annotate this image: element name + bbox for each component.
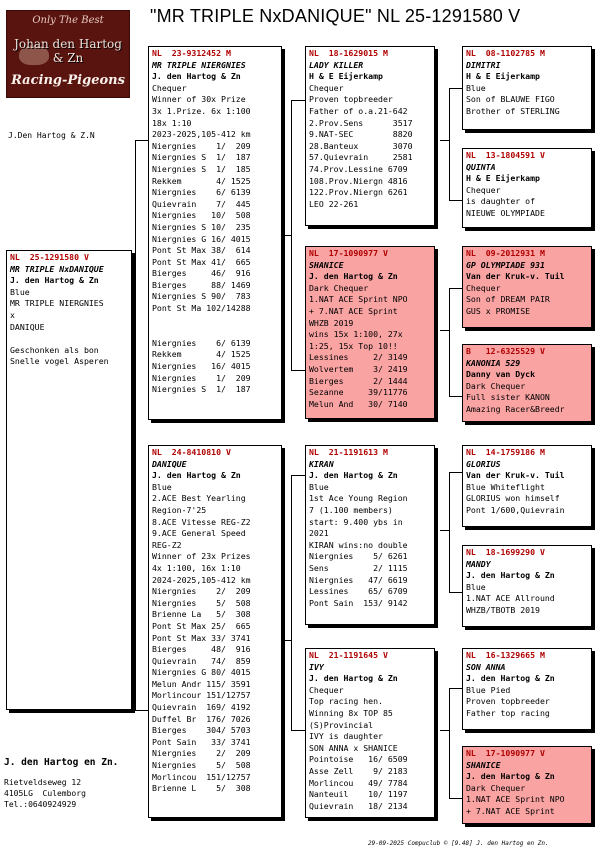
pigeon-info-line: 7 (1.100 members) [309, 504, 393, 515]
sire-dam-card [305, 246, 435, 419]
pigeon-info-line [152, 315, 278, 327]
ring-number: NL 17-1090977 V [466, 748, 545, 758]
pigeon-info-line: Pont St Ma 102/14288 [152, 303, 251, 314]
pigeon-info-line: (S)Provincial [309, 719, 374, 730]
pigeon-info-line [152, 326, 278, 338]
pigeon-name: GP OLYMPIADE 931 [466, 259, 545, 270]
pigeon-name: DANIQUE [152, 458, 187, 469]
pigeon-info-line: Nanteuil 10/ 1197 [309, 789, 408, 800]
pigeon-info-line: GLORIUS won himself [466, 493, 560, 504]
sire-sire-sire-card [462, 46, 592, 130]
pigeon-info-line: DANIQUE [10, 321, 45, 332]
pigeon-info-line: Duffel Br 176/ 7026 [152, 713, 251, 724]
pigeon-info-line: 2024-2025,105-412 km [152, 574, 251, 585]
pigeon-info-line: Snelle vogel Asperen [10, 356, 109, 367]
ring-number: NL 09-2012931 M [466, 248, 545, 258]
ring-number: NL 21-1191645 V [309, 650, 388, 660]
ring-number: NL 25-1291580 V [10, 252, 89, 262]
pigeon-name: SHANICE [309, 259, 344, 270]
pigeon-info-line: Son of DREAM PAIR [466, 294, 550, 305]
pigeon-info-line: Niergnies 2/ 209 [152, 748, 251, 759]
connector-line [440, 330, 450, 331]
connector-line [440, 730, 450, 731]
connector-line [449, 288, 462, 289]
pigeon-info-line: Top racing hen. [309, 696, 383, 707]
owner-label: J.Den Hartog & Z.N [8, 131, 95, 140]
pigeon-info-line: IVY is daughter [309, 731, 383, 742]
pigeon-info-line: Danny van Dyck [466, 369, 536, 380]
pigeon-info-line: Melun Andr 115/ 3591 [152, 678, 251, 689]
pigeon-name: QUINTA [466, 161, 496, 172]
dam-card [148, 445, 282, 818]
pigeon-info-line: LEO 22-261 [309, 198, 359, 209]
pigeon-info-line: J. den Hartog & Zn [10, 275, 99, 286]
pigeon-info-line: Pont St Max 38/ 614 [152, 245, 251, 256]
pigeon-info-line: J. den Hartog & Zn [309, 673, 398, 684]
pigeon-info-line: Blue [309, 481, 329, 492]
pigeon-info-line: Niergnies S 10/ 235 [152, 221, 251, 232]
pigeon-name: DIMITRI [466, 59, 501, 70]
footer-address: Rietveldseweg 12 4105LG Culemborg Tel.:0640924929 [4, 778, 86, 809]
ring-number: NL 21-1191613 M [309, 447, 388, 457]
pigeon-info-line: Morlincour 151/12757 [152, 690, 251, 701]
pigeon-info-line: Wolvertem 3/ 2419 [309, 363, 408, 374]
pigeon-info-line: Full sister KANON [466, 392, 550, 403]
pigeon-info-line: J. den Hartog & Zn [309, 470, 398, 481]
connector-line [282, 640, 292, 641]
pigeon-info-line: Asse Zell 9/ 2183 [309, 765, 408, 776]
pigeon-info-line: 1.NAT ACE Allround [466, 593, 555, 604]
sire-dam-dam-card [462, 344, 592, 422]
dam-sire-sire-card [462, 445, 592, 527]
pigeon-info-line: Dark Chequer [466, 380, 526, 391]
ring-number: NL 23-9312452 M [152, 48, 231, 58]
pigeon-info-line: KIRAN wins:no double [309, 539, 408, 550]
pigeon-info-line: Brienne La 5/ 308 [152, 609, 251, 620]
connector-line [449, 688, 450, 798]
ring-number: NL 18-1699290 V [466, 547, 545, 557]
pigeon-info-line: 2.Prov.Sens 3517 [309, 117, 413, 128]
connector-line [291, 730, 305, 731]
pigeon-info-line: Lessines 65/ 6709 [309, 586, 408, 597]
pigeon-info-line: Blue [466, 581, 486, 592]
pigeon-info-line: WHZB 2019 [309, 317, 354, 328]
pigeon-info-line: Pont St Max 41/ 665 [152, 256, 251, 267]
pigeon-info-line: Niergnies G 80/ 4015 [152, 667, 251, 678]
pigeon-info-line: Father top racing [466, 707, 550, 718]
pigeon-name: MANDY [466, 558, 491, 569]
pigeon-info-line: Rekkem 4/ 1525 [152, 175, 251, 186]
pigeon-info-line: Pont St Max 33/ 3741 [152, 632, 251, 643]
pigeon-info-line: Chequer [466, 282, 501, 293]
connector-line [449, 88, 450, 200]
ring-number: B 12-6325529 V [466, 346, 545, 356]
connector-line [135, 140, 136, 710]
pigeon-info-line: Quievrain 7/ 445 [152, 198, 251, 209]
pigeon-info-line: MR TRIPLE NIERGNIES [10, 298, 104, 309]
pigeon-info-line: NIEUWE OLYMPIADE [466, 207, 545, 218]
pigeon-info-line: 8.ACE Vitesse REG-Z2 [152, 516, 251, 527]
pigeon-info-line: 4x 1:100, 16x 1:10 [152, 562, 241, 573]
pigeon-info-line: Blue Whiteflight [466, 481, 545, 492]
pigeon-info-line: J. den Hartog & Zn [152, 71, 241, 82]
pigeon-info-line: Blue Pied [466, 684, 511, 695]
pigeon-info-line: Morlincou 151/12757 [152, 771, 251, 782]
pigeon-info-line: Son of BLAUWE FIGO [466, 94, 555, 105]
pigeon-info-line: Blue [152, 481, 172, 492]
pigeon-info-line: Niergnies 10/ 508 [152, 210, 251, 221]
pigeon-info-line: 108.Prov.Niergn 4816 [309, 175, 408, 186]
pigeon-info-line: Pointoise 16/ 6509 [309, 754, 408, 765]
pigeon-info-line: Pont 1/600,Quievrain [466, 504, 565, 515]
pigeon-info-line: Bierges 46/ 916 [152, 268, 251, 279]
pigeon-info-line: Brienne L 5/ 308 [152, 783, 251, 794]
pigeon-info-line: 9.NAT-SEC 8820 [309, 129, 413, 140]
pigeon-name: LADY KILLER [309, 59, 364, 70]
pigeon-info-line: Bierges 2/ 1444 [309, 375, 408, 386]
logo [6, 10, 130, 98]
pigeon-info-line: 1:25, 15x Top 10!! [309, 340, 398, 351]
pigeon-info-line: Niergnies 16/ 4015 [152, 361, 251, 372]
pigeon-info-line: REG-Z2 [152, 539, 182, 550]
pigeon-info-line: Niergnies 47/ 6619 [309, 574, 408, 585]
pigeon-info-line: Pont St Max 25/ 665 [152, 620, 251, 631]
pigeon-name: IVY [309, 661, 324, 672]
pigeon-name: SHANICE [466, 759, 501, 770]
ring-number: NL 18-1629015 M [309, 48, 388, 58]
connector-line [449, 88, 462, 89]
pigeon-info-line: Winning 8x TOP 85 [309, 707, 393, 718]
pigeon-info-line: Melun And 30/ 7140 [309, 398, 408, 409]
pigeon-info-line: wins 15x 1:100, 27x [309, 329, 403, 340]
pigeon-info-line: Niergnies 2/ 209 [152, 586, 251, 597]
pigeon-info-line: Quievrain 18/ 2134 [309, 800, 408, 811]
pigeon-info-line [10, 333, 128, 345]
pigeon-info-line: Chequer [152, 82, 187, 93]
pigeon-info-line: Chequer [309, 684, 344, 695]
pigeon-info-line: Niergnies 6/ 6139 [152, 187, 251, 198]
pigeon-info-line: Pont Sain 153/ 9142 [309, 597, 408, 608]
pigeon-info-line: Niergnies 5/ 6261 [309, 551, 408, 562]
connector-line [449, 288, 450, 396]
dam-dam-dam-card [462, 746, 592, 824]
pigeon-info-line: Niergnies G 16/ 4015 [152, 233, 251, 244]
pigeon-info-line: Bierges 48/ 916 [152, 644, 251, 655]
pigeon-info-line: Quievrain 74/ 859 [152, 655, 251, 666]
pigeon-info-line: Quievrain 169/ 4192 [152, 702, 251, 713]
pigeon-info-line: Blue [10, 286, 30, 297]
dam-sire-dam-card [462, 545, 592, 627]
connector-line [440, 530, 450, 531]
logo-subtitle: Racing-Pigeons [11, 73, 125, 88]
pigeon-info-line: 57.Quievrain 2581 [309, 152, 413, 163]
footer-print-info: 29-09-2025 Compuclub © [9.48] J. den Hartog en Zn. [368, 840, 549, 847]
pigeon-info-line: Van der Kruk-v. Tuil [466, 271, 565, 282]
pigeon-info-line: 1.NAT ACE Sprint NPO [309, 294, 408, 305]
logo-tagline: Only The Best [32, 15, 104, 26]
pigeon-info-line: Winner of 30x Prize [152, 94, 246, 105]
pigeon-info-line: 2021 [309, 528, 329, 539]
ring-number: NL 13-1804591 V [466, 150, 545, 160]
pigeon-info-line: 9.ACE General Speed [152, 528, 246, 539]
pigeon-info-line: Winner of 23x Prizes [152, 551, 251, 562]
pigeon-info-line: J. den Hartog & Zn [152, 470, 241, 481]
connector-line [135, 140, 148, 141]
pigeon-info-line: Geschonken als bon [10, 344, 99, 355]
pigeon-info-line: Niergnies S 1/ 187 [152, 152, 251, 163]
pigeon-info-line: Niergnies S 1/ 185 [152, 163, 251, 174]
pedigree-title: "MR TRIPLE NxDANIQUE" NL 25-1291580 V [150, 6, 521, 26]
connector-line [440, 140, 450, 141]
pigeon-info-line: H & E Eijerkamp [466, 173, 540, 184]
connector-line [291, 475, 292, 730]
pigeon-name: KANONIA 529 [466, 357, 521, 368]
pigeon-info-line: 2023-2025,105-412 km [152, 129, 251, 140]
pigeon-info-line: 74.Prov.Lessine 6709 [309, 163, 408, 174]
pigeon-name: GLORIUS [466, 458, 501, 469]
pigeon-info-line: 18x 1:10 [152, 117, 192, 128]
ring-number: NL 24-8410810 V [152, 447, 231, 457]
ring-number: NL 08-1102785 M [466, 48, 545, 58]
subject-card [6, 250, 132, 710]
pigeon-info-line: Bierges 88/ 1469 [152, 279, 251, 290]
pigeon-info-line: J. den Hartog & Zn [466, 673, 555, 684]
pigeon-info-line: Father of o.a.21-642 [309, 105, 408, 116]
pigeon-info-line: Niergnies 6/ 6139 [152, 337, 251, 348]
pigeon-info-line: Brother of STERLING [466, 105, 560, 116]
dam-sire-card [305, 445, 435, 625]
pigeon-info-line: 28.Banteux 3070 [309, 140, 413, 151]
connector-line [449, 592, 462, 593]
pigeon-info-line: Van der Kruk-v. Tuil [466, 470, 565, 481]
pigeon-info-line: Dark Chequer [309, 282, 369, 293]
pigeon-info-line: SON ANNA x SHANICE [309, 742, 398, 753]
connector-line [449, 472, 450, 592]
pigeon-info-line: H & E Eijerkamp [466, 71, 540, 82]
pigeon-info-line: 1.NAT ACE Sprint NPO [466, 794, 565, 805]
pigeon-info-line: Morlincou 49/ 7784 [309, 777, 408, 788]
pigeon-info-line: J. den Hartog & Zn [309, 271, 398, 282]
pigeon-info-line: Blue [466, 82, 486, 93]
pigeon-info-line: Bierges 304/ 5703 [152, 725, 251, 736]
logo-name: Johan den Hartog & Zn [14, 37, 122, 65]
pigeon-info-line: 2.ACE Best Yearling [152, 493, 246, 504]
pigeon-name: MR TRIPLE NIERGNIES [152, 59, 246, 70]
pigeon-info-line: Niergnies 1/ 209 [152, 372, 251, 383]
ring-number: NL 14-1759186 M [466, 447, 545, 457]
sire-sire-card [305, 46, 435, 226]
pigeon-info-line: Niergnies S 90/ 783 [152, 291, 251, 302]
connector-line [291, 370, 305, 371]
pigeon-info-line: + 7.NAT ACE Sprint [309, 305, 398, 316]
pigeon-info-line: J. den Hartog & Zn [466, 570, 555, 581]
ring-number: NL 16-1329665 M [466, 650, 545, 660]
pigeon-info-line: Rekkem 4/ 1525 [152, 349, 251, 360]
dam-dam-card [305, 648, 435, 818]
pigeon-info-line: Proven topbreeder [309, 94, 393, 105]
pigeon-info-line: is daughter of [466, 196, 536, 207]
ring-number: NL 17-1090977 V [309, 248, 388, 258]
pigeon-info-line: Amazing Racer&Breedr [466, 403, 565, 414]
pigeon-info-line: start: 9.400 ybs in [309, 516, 403, 527]
pigeon-info-line: Niergnies 5/ 508 [152, 760, 251, 771]
connector-line [291, 475, 305, 476]
connector-line [449, 688, 462, 689]
pigeon-info-line: Chequer [309, 82, 344, 93]
sire-dam-sire-card [462, 246, 592, 328]
pigeon-info-line: Niergnies 5/ 508 [152, 597, 251, 608]
dam-dam-sire-card [462, 648, 592, 730]
connector-line [449, 798, 462, 799]
pigeon-info-line: J. den Hartog & Zn [466, 771, 555, 782]
connector-line [449, 472, 462, 473]
pigeon-info-line: Region-7'25 [152, 504, 207, 515]
sire-card [148, 46, 282, 420]
pigeon-info-line: Proven topbreeder [466, 696, 550, 707]
pigeon-info-line: 1st Ace Young Region [309, 493, 408, 504]
pigeon-name: MR TRIPLE NxDANIQUE [10, 263, 104, 274]
connector-line [449, 200, 462, 201]
pigeon-info-line: x [10, 309, 15, 320]
footer-owner: J. den Hartog en Zn. [4, 757, 119, 768]
pigeon-info-line: Niergnies 1/ 209 [152, 140, 251, 151]
pigeon-name: KIRAN [309, 458, 334, 469]
sire-sire-dam-card [462, 148, 592, 228]
pigeon-info-line: Sezanne 39/11776 [309, 387, 408, 398]
pigeon-info-line: Dark Chequer [466, 782, 526, 793]
pigeon-info-line: Sens 2/ 1115 [309, 562, 408, 573]
pigeon-info-line: Niergnies S 1/ 187 [152, 384, 251, 395]
pigeon-name: SON ANNA [466, 661, 506, 672]
pigeon-info-line: Pont Sain 33/ 3741 [152, 736, 251, 747]
pigeon-info-line: + 7.NAT ACE Sprint [466, 805, 555, 816]
connector-line [282, 235, 292, 236]
pigeon-info-line: H & E Eijerkamp [309, 71, 383, 82]
pigeon-info-line: 3x 1.Prize. 6x 1:100 [152, 105, 251, 116]
pigeon-info-line: Lessines 2/ 3149 [309, 352, 408, 363]
connector-line [135, 710, 148, 711]
pigeon-info-line: Chequer [466, 184, 501, 195]
connector-line [291, 100, 305, 101]
pigeon-info-line: 122.Prov.Niergn 6261 [309, 187, 408, 198]
pigeon-info-line: GUS x PROMISE [466, 305, 531, 316]
pigeon-info-line: WHZB/TBOTB 2019 [466, 604, 540, 615]
connector-line [449, 396, 462, 397]
